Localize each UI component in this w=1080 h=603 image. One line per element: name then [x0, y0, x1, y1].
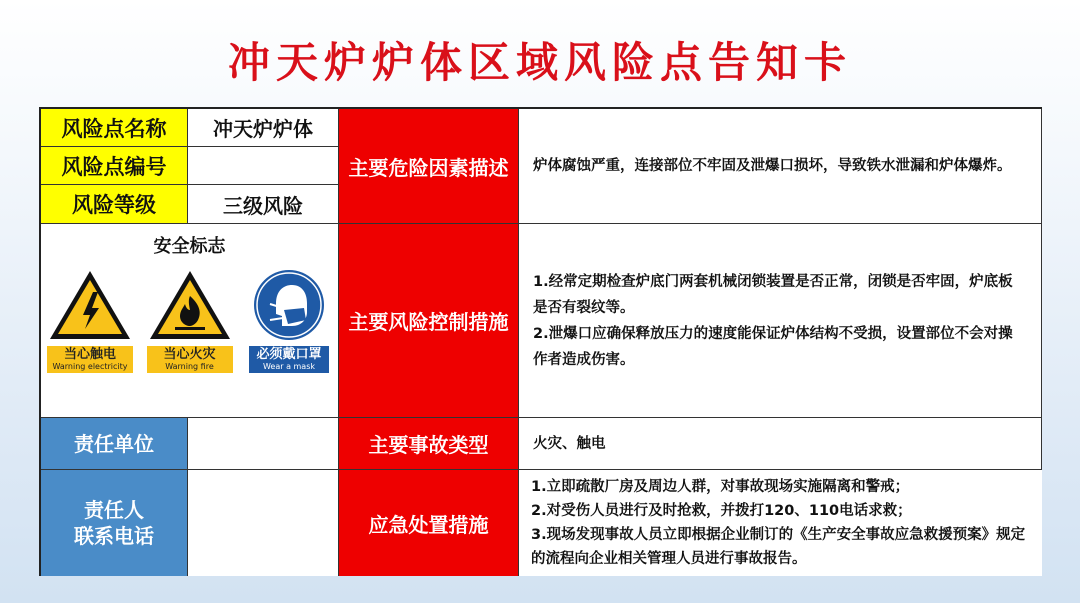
emergency-line-3: 3.现场发现事故人员立即根据企业制订的《生产安全事故应急救援预案》规定的流程向企业相关管理人员进行事故报告。: [531, 527, 1026, 567]
sign-fire: [147, 268, 233, 373]
sign-electric: [47, 268, 133, 373]
sign-mask: [246, 268, 332, 373]
risk-point-name-label: 风险点名称: [41, 109, 188, 147]
sign-electric-cn: 当心触电: [63, 347, 116, 362]
emergency-label: 应急处置措施: [339, 470, 519, 576]
accident-type-label: 主要事故类型: [339, 418, 519, 470]
sign-fire-en: Warning fire: [165, 362, 214, 371]
contact-value: [188, 470, 339, 576]
contact-label-line2: 联系电话: [74, 524, 154, 548]
contact-label: [41, 470, 188, 576]
hazard-description: [519, 109, 1042, 224]
risk-level-value: 三级风险: [188, 185, 339, 224]
sign-electric-en: Warning electricity: [52, 362, 128, 371]
control-line-2: 2.泄爆口应确保释放压力的速度能保证炉体结构不受损，设置部位不会对操作者造成伤害。: [533, 325, 1013, 368]
accident-type-text: 火灾、触电: [533, 435, 606, 452]
wear-mask-icon: [246, 268, 332, 342]
responsible-unit-value: [188, 418, 339, 470]
control-line-1: 1.经常定期检查炉底门两套机械闭锁装置是否正常，闭锁是否牢固，炉底板是否有裂纹等。: [533, 273, 1013, 316]
sign-electric-label: [47, 346, 133, 373]
page-title: 冲天炉炉体区域风险点告知卡: [227, 38, 852, 87]
sign-fire-cn: 当心火灾: [163, 347, 216, 362]
control-measures: [519, 224, 1042, 418]
risk-card: [39, 107, 1042, 576]
risk-point-name-value: 冲天炉炉体: [188, 109, 339, 147]
sign-mask-label: [249, 346, 329, 373]
sign-fire-label: [147, 346, 233, 373]
emergency-measures: [519, 470, 1042, 576]
hazard-label: 主要危险因素描述: [339, 109, 519, 224]
safety-signs-title: 安全标志: [153, 236, 226, 257]
responsible-unit-label: 责任单位: [41, 418, 188, 470]
accident-type: [519, 418, 1042, 470]
risk-point-code-value: [188, 147, 339, 185]
hazard-text: 炉体腐蚀严重，连接部位不牢固及泄爆口损坏，导致铁水泄漏和炉体爆炸。: [533, 158, 1012, 174]
safety-signs-panel: [41, 224, 339, 418]
emergency-line-1: 1.立即疏散厂房及周边人群，对事故现场实施隔离和警戒；: [531, 479, 910, 495]
emergency-line-2: 2.对受伤人员进行及时抢救，并拨打120、110电话求救；: [531, 503, 912, 519]
sign-mask-cn: 必须戴口罩: [256, 347, 322, 362]
fire-warning-icon: [147, 268, 233, 342]
contact-label-line1: 责任人: [84, 498, 144, 522]
control-label: 主要风险控制措施: [339, 224, 519, 418]
risk-point-code-label: 风险点编号: [41, 147, 188, 185]
risk-level-label: 风险等级: [41, 185, 188, 224]
electric-shock-warning-icon: [47, 268, 133, 342]
sign-mask-en: Wear a mask: [262, 362, 316, 371]
